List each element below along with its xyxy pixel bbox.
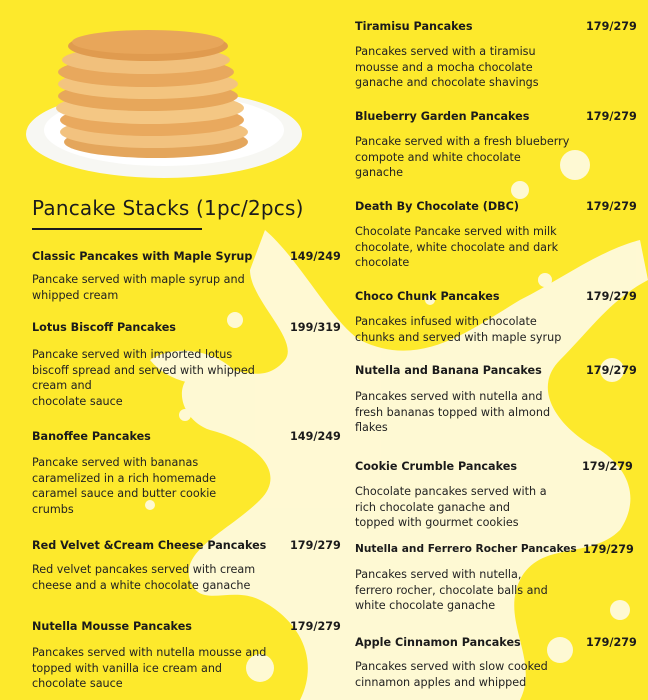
menu-item [355,20,637,91]
item-name: Apple Cinnamon Pancakes [355,636,521,649]
item-description: Pancake served with imported lotus biscoff spread and served with whipped cream and chocolate sauce [32,348,255,408]
item-description: Pancakes served with a tiramisu mousse and a mocha chocolate ganache and chocolate shavings [355,45,539,89]
item-name: Lotus Biscoff Pancakes [32,321,176,334]
item-name: Nutella and Ferrero Rocher Pancakes [355,543,577,555]
item-description: Pancake served with bananas caramelized in a rich homemade caramel sauce and butter cookie crumbs [32,456,217,516]
menu-item [355,364,637,436]
item-name: Blueberry Garden Pancakes [355,110,530,123]
menu-item [355,200,637,271]
item-price: 179/279 [586,364,637,377]
item-price: 179/279 [586,290,637,303]
item-description: Pancakes infused with chocolate chunks and served with maple syrup [355,315,562,344]
item-name: Classic Pancakes with Maple Syrup [32,250,253,263]
item-price: 179/279 [583,543,634,556]
item-price: 179/279 [290,539,341,552]
item-price: 179/279 [586,200,637,213]
item-price: 179/279 [586,110,637,123]
item-name: Death By Chocolate (DBC) [355,200,519,213]
menu-item [32,250,341,303]
menu-item [32,539,341,593]
menu-item [355,636,637,690]
item-description: Pancakes served with slow cooked cinnamon apples and whipped [355,660,548,689]
item-price: 179/279 [586,20,637,33]
item-price: 179/279 [582,460,633,473]
item-description: Pancake served with a fresh blueberry compote and white chocolate ganache [355,135,570,179]
item-price: 179/279 [290,620,341,633]
title-underline [32,228,202,230]
item-name: Tiramisu Pancakes [355,20,473,33]
item-description: Red velvet pancakes served with cream cheese and a white chocolate ganache [32,563,256,592]
item-description: Chocolate Pancake served with milk chocolate, white chocolate and dark chocolate [355,225,559,269]
menu-item [355,460,633,531]
item-description: Pancakes served with nutella, ferrero rocher, chocolate balls and white chocolate ganache [355,568,548,612]
item-description: Chocolate pancakes served with a rich chocolate ganache and topped with gourmet cookies [355,485,547,529]
item-name: Nutella Mousse Pancakes [32,620,192,633]
item-description: Pancakes served with nutella mousse and topped with vanilla ice cream and chocolate sauce [32,646,267,690]
item-price: 149/249 [290,250,341,263]
menu-item [355,290,637,345]
menu-item [355,543,634,614]
item-name: Nutella and Banana Pancakes [355,364,542,377]
item-description: Pancake served with maple syrup and whipped cream [32,273,245,302]
item-name: Banoffee Pancakes [32,430,151,443]
item-name: Cookie Crumble Pancakes [355,460,517,473]
menu-item [355,110,637,181]
item-price: 179/279 [586,636,637,649]
menu-item [32,321,341,409]
item-name: Choco Chunk Pancakes [355,290,500,303]
item-name: Red Velvet &Cream Cheese Pancakes [32,539,267,552]
item-price: 149/249 [290,430,341,443]
menu-item [32,620,341,692]
item-price: 199/319 [290,321,341,334]
item-description: Pancakes served with nutella and fresh bananas topped with almond flakes [355,390,551,434]
pancake-stack-image [24,14,304,189]
section-title: Pancake Stacks (1pc/2pcs) [32,196,304,220]
menu-item [32,430,341,517]
